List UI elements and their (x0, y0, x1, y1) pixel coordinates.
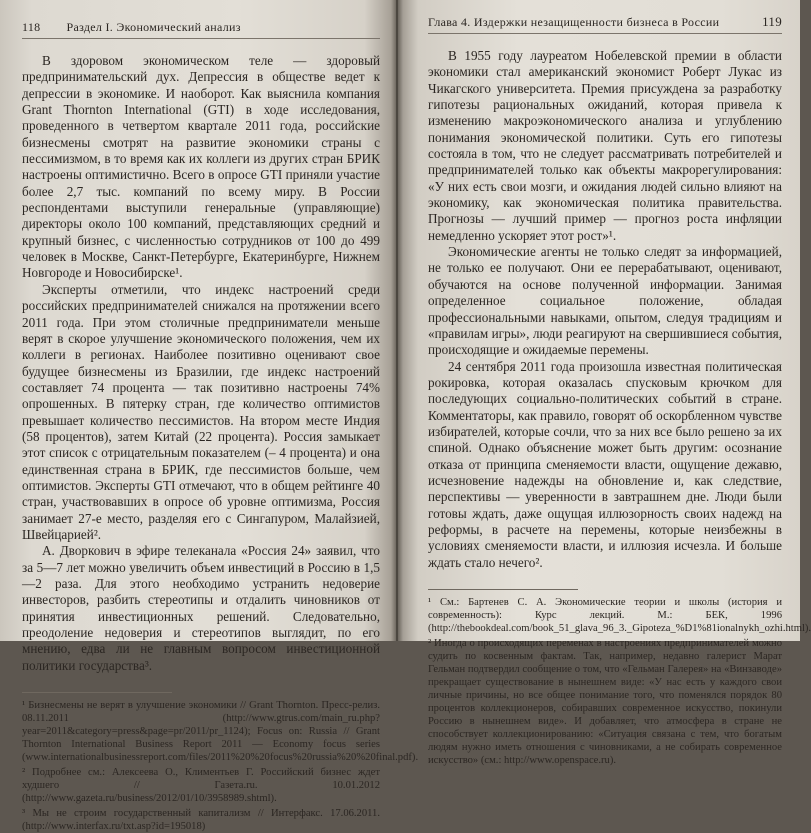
left-running-head (22, 20, 380, 39)
left-footnotes (22, 699, 419, 833)
left-footnote-3: ³ Мы не строим государственный капитализм // Интерфакс. 17.06.2011. (http://www.interfax.ru/txt.asp?id=195018) (22, 808, 380, 833)
left-footnote-2: ² Подробнее см.: Алексеева О., Климентьев Г. Российский бизнес ждет худшего // Газета.ru. 10.01.2012 (http://www.gazeta.ru/business/2012/01/10/3958989.shtml). (22, 767, 380, 805)
right-page (398, 0, 811, 766)
right-footnotes (428, 596, 811, 767)
right-footnote-rule (428, 589, 578, 590)
right-chapter-title: Глава 4. Издержки незащищенности бизнеса в России (428, 15, 720, 29)
right-footnote-2: ² Иногда о происходящих переменах в настроениях предпринимателей можно судить по косвенным фактам. Так, например, недавно галерист Марат Гельман подтвердил сообщение о том, что «Гельман Галерея» на «Винзаводе» прекращает существование в нынешнем виде: «У нас есть у каждого свои личные причины, но все общее понимание того, что поменялся порядок 80 процентов коллекционеров, собиравших современное искусство, покинули Россию в нынешнем виде». И добавляет, что атмосфера в стране не способствует коллекционированию: «Ситуация связана с тем, что богатым людям нужно иметь отношения с чиновниками, а не собирать современное искусство» (см.: http://www.openspace.ru). (428, 638, 782, 766)
left-page-number: 118 (22, 20, 41, 34)
left-paragraph-1: В здоровом экономическом теле — здоровый предпринимательский дух. Депрессия в обществе ведет к депрессии в экономике. И наоборот. Как выяснила компания Grant Thornton International (GTI) в ходе исследования, проведенного в четвертом квартале 2011 года, российские бизнесмены смотрят на развитие экономики страны с пессимизмом, в то время как их коллеги из других стран БРИК настроены оптимистично. Всего в опросе GTI приняли участие более 2,7 тыс. компаний по всему миру. В России респондентами выступили генеральные (управляющие) директоры около 100 компаний, представляющих средний и крупный бизнес, с численностью сотрудников от 100 до 499 человек в Москве, Санкт-Петербурге, Екатеринбурге, Нижнем Новгороде и Новосибирске¹. (22, 53, 380, 281)
left-paragraph-2: Эксперты отметили, что индекс настроений среди российских предпринимателей снижался на протяжении всего 2011 года. При этом столичные предприниматели меньше верят в скорое улучшение экономического положения, чем их коллеги в регионах. Наиболее позитивно оценивают свое будущее бизнесмены из Бразилии, где индекс настроений составляет 74 процента — так позитивно настроены 74% опрошенных. В пятерку стран, где количество оптимистов превышает количество пессимистов. На втором месте Индия (58 процентов), затем Китай (22 процента). Россия замыкает этот список с отрицательным показателем (– 4 процента) и она единственная страна в БРИК, где пессимистов больше, чем оптимистов. Эксперты GTI отмечают, что в общем рейтинге 40 стран, участвовавших в опросе об уровне оптимизма, Россия занимает 27-е место, разделяя его с Сингапуром, Малайзией, Швейцарией². (22, 281, 380, 542)
left-footnote-1: ¹ Бизнесмены не верят в улучшение экономики // Grant Thornton. Пресс-релиз. 08.11.2011 (http://www.gtrus.com/main_ru.php?year=2011&category=press&page=pr/2011/pr_1124); Focus on: Russia // Grant Thornton International Business Report 2011 — Economy focus series (www.internationalbusinessreport.com/files/2011%20%20focus%20russia%20%20final.pdf). (22, 700, 419, 764)
right-paragraph-1: В 1955 году лауреатом Нобелевской премии в области экономики стал американский экономист Роберт Лукас из Чикагского университета. Премия присуждена за разработку гипотезы рациональных ожиданий, которая привела к изменению макроэкономического анализа и углублению понимания экономической политики. Суть его гипотезы состояла в том, что не следует рассматривать потребителей и предпринимателей только как объекты макрорегулирования: «У них есть свои мозги, и ожидания людей сильно влияют на экономику, как экономическая политика правительства. Прогнозы — лучший пример — прогноз роста инфляции немедленно ускоряет этот рост»¹. (428, 48, 782, 243)
right-running-head (428, 14, 782, 34)
left-footnote-rule (22, 692, 172, 693)
right-body-text (428, 48, 782, 571)
right-page-number: 119 (762, 14, 782, 29)
right-paragraph-3: 24 сентября 2011 года произошла известная политическая рокировка, которая оказалась спусковым крючком для последующих социально-политических событий в стране. Комментаторы, как правило, говорят об оскорбленном чувстве избирателей, которые сочли, что за них все было решено за их спиной. Однако объяснение может быть другим: осознание отказа от принципа сменяемости власти, ощущение дежавю, исчезновение надежды на обновление и, как следствие, перспективы — уверенности в завтрашнем дне. Люди были готовы ждать, даже ощущая иллюзорность своих надежд на реформы, в расчете на перемены, которые неизбежны в условиях сменяемости власти, и иллюзия исчезла. И больше ждать стало нечего². (428, 358, 782, 570)
book-gutter-shadow (391, 0, 403, 641)
left-body-text (22, 53, 380, 674)
right-footnote-1: ¹ См.: Бартенев С. А. Экономические теории и школы (история и современность): Курс лекций. М.: БЕК, 1996 (http://thebookdeal.com/book_51_glava_96_3._Gipoteza_%D1%81ionalnykh_ozhi.html). (428, 597, 811, 634)
left-section-title: Раздел I. Экономический анализ (66, 20, 241, 34)
right-paragraph-2: Экономические агенты не только следят за информацией, не только ее получают. Они ее перерабатывают, оценивают, обучаются на основе полученной информации. Занимая определенное социальное положение, обладая профессиональными навыками, опытом, следуя традициям и «правилам игры», люди реагируют на свершившиеся события, происходящие и ожидаемые перемены. (428, 244, 782, 358)
left-paragraph-3: А. Дворкович в эфире телеканала «Россия 24» заявил, что за 5—7 лет можно увеличить объем инвестиций в Россию в 1,5—2 раза. Для этого необходимо устранить недоверие инвесторов, разбить стереотипы и отдалить чиновников от принятия инвестиционных решений. Следовательно, преодоление недоверия и стереотипов выглядит, по его мнению, едва ли не главным вопросом инвестиционной политики государства³. (22, 543, 380, 673)
